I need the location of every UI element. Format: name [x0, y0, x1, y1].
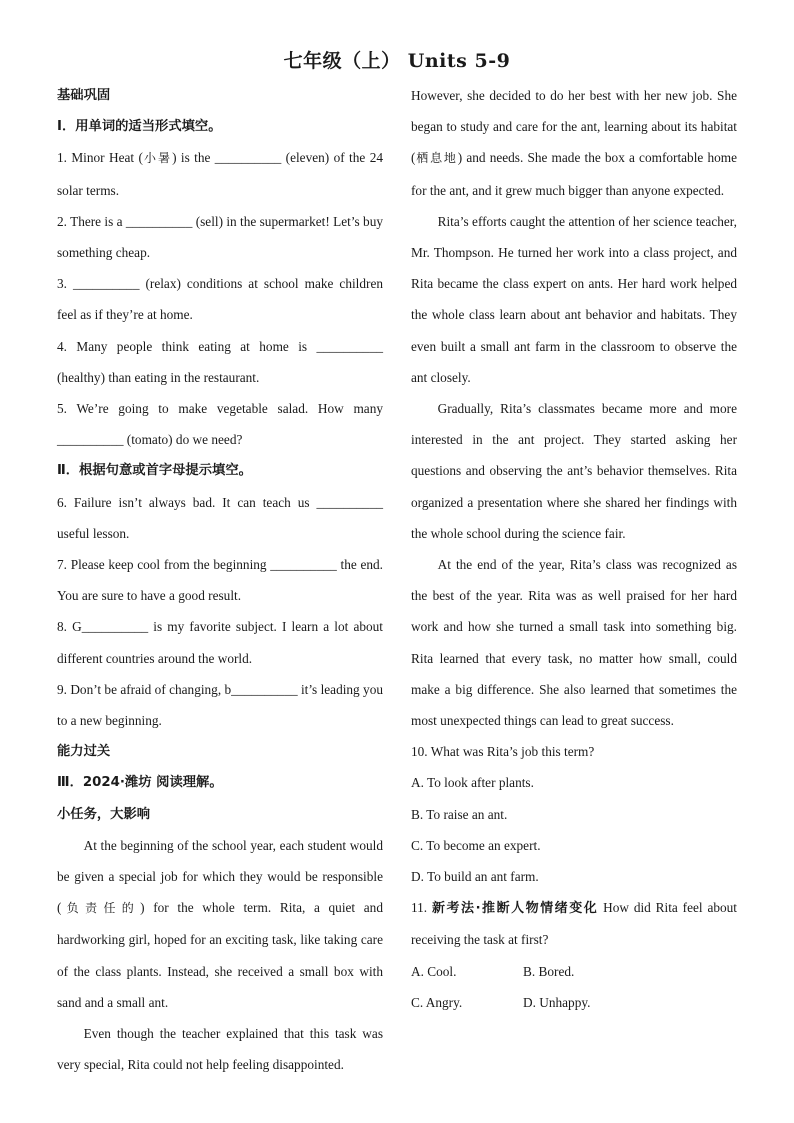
question-1-text-a: 1. Minor Heat (	[57, 150, 143, 166]
story-paragraph-2-continued	[411, 80, 737, 206]
question-9: 9. Don’t be afraid of changing, b__________ it’s leading you to a new beginning.	[57, 681, 383, 729]
heading-basic: 基础巩固	[57, 88, 111, 103]
question-7: 7. Please keep cool from the beginning __________ the end. You are sure to have a good result.	[57, 557, 383, 604]
heading-ability: 能力过关	[57, 744, 111, 760]
question-1-text-b: ) is the __________ (eleven) of the 24 solar terms.	[57, 150, 383, 198]
question-10: 10. What was Rita’s job this term?	[411, 744, 595, 760]
question-3: 3. __________ (relax) conditions at school make children feel as if they’re at home.	[57, 276, 383, 323]
question-1	[57, 142, 383, 205]
question-1-gloss: 小暑	[142, 151, 173, 166]
story-paragraph-2: Even though the teacher explained that this task was very special, Rita could not help feeling disappointed.	[57, 1026, 383, 1073]
question-5: 5. We’re going to make vegetable salad. How many __________ (tomato) do we need?	[57, 401, 383, 448]
section-2-heading: Ⅱ．根据句意或首字母提示填空。	[57, 463, 252, 479]
question-11-option-b: B. Bored.	[523, 963, 575, 979]
story-title: 小任务，大影响	[57, 806, 151, 822]
story-paragraph-4: Gradually, Rita’s classmates became more and more interested in the ant project. They started asking her questions and observing the ant’s behavior themselves. Rita organized a presentation where she shared her findings with the whole school during the science fair.	[411, 401, 737, 541]
question-11-number: 11.	[411, 900, 428, 916]
section-1-heading: Ⅰ．用单词的适当形式填空。	[57, 119, 222, 135]
question-6: 6. Failure isn’t always bad. It can teach us __________ useful lesson.	[57, 494, 383, 541]
story-paragraph-2-cont-a: However, she decided to do her best with her new job. She began to study and care for the ant, learning about its habitat (	[411, 88, 737, 166]
question-11-options-row-2	[411, 987, 737, 1018]
story-paragraph-1-b: ) for the whole term. Rita, a quiet and hardworking girl, hoped for an exciting task, like taking care of the class plants. Instead, she received a small box with sand and a small ant.	[57, 900, 383, 1010]
story-paragraph-1-gloss: 负责任的	[61, 901, 141, 916]
story-paragraph-2-cont-b: ) and needs. She made the box a comfortable home for the ant, and it grew much bigger than anyone expected.	[411, 150, 737, 198]
question-11-option-a: A. Cool.	[411, 963, 457, 979]
question-4: 4. Many people think eating at home is __________ (healthy) than eating in the restaurant.	[57, 338, 383, 385]
story-paragraph-3: Rita’s efforts caught the attention of her science teacher, Mr. Thompson. He turned her work into a class project, and Rita became the class expert on ants. Her hard work helped the whole class learn about ant behavior and habitats. They even built a small ant farm in the classroom to observe the ant closely.	[411, 213, 737, 385]
question-11	[411, 892, 737, 955]
question-10-option-d: D. To build an ant farm.	[411, 869, 539, 885]
page-title: 七年级（上） Units 5-9	[283, 50, 511, 72]
question-11-option-c: C. Angry.	[411, 994, 463, 1010]
question-8: 8. G__________ is my favorite subject. I learn a lot about different countries around the world.	[57, 619, 383, 666]
section-3-heading: Ⅲ．2024·潍坊 阅读理解。	[57, 775, 223, 791]
question-10-option-a: A. To look after plants.	[411, 775, 534, 791]
question-11-options-row-1	[411, 956, 737, 987]
story-paragraph-2-gloss: 栖息地	[415, 151, 458, 166]
story-paragraph-1-a: At the beginning of the school year, each student would be given a special job for which they would be responsible (	[57, 837, 383, 916]
question-10-option-b: B. To raise an ant.	[411, 806, 508, 822]
question-10-option-c: C. To become an expert.	[411, 837, 541, 853]
story-paragraph-5: At the end of the year, Rita’s class was recognized as the best of the year. Rita was as well praised for her hard work and how she turned a small task into something big. Rita learned that every task, no matter how small, could make a big difference. She also learned that sometimes the most unexpected things can lead to great success.	[411, 557, 737, 729]
question-11-badge: 新考法·推断人物情绪变化	[432, 901, 599, 917]
left-column	[57, 80, 383, 1081]
right-column	[411, 80, 737, 1018]
story-paragraph-1	[57, 830, 383, 1018]
question-11-option-d: D. Unhappy.	[523, 994, 591, 1010]
question-2: 2. There is a __________ (sell) in the supermarket! Let’s buy something cheap.	[57, 213, 383, 261]
question-11-text: How did Rita feel about receiving the task at first?	[411, 900, 737, 948]
